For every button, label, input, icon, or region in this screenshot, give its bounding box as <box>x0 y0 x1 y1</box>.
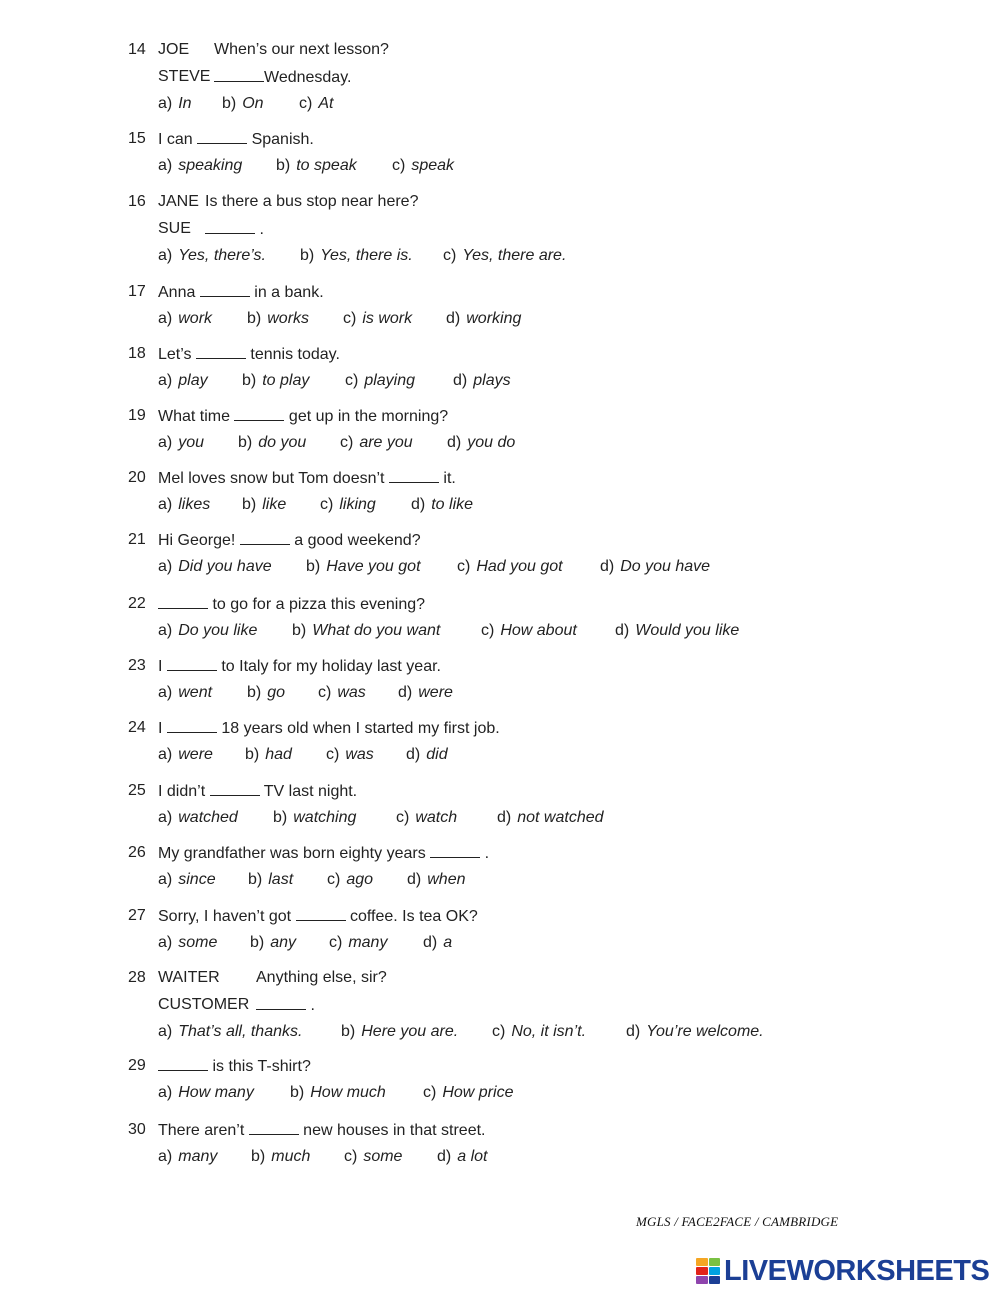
option-d[interactable] <box>406 745 448 765</box>
question-number: 20 <box>128 469 146 486</box>
question-number: 29 <box>128 1057 146 1074</box>
option-c[interactable] <box>318 683 366 703</box>
option-d[interactable] <box>447 433 515 453</box>
option-d[interactable] <box>446 309 521 329</box>
stem-text: I <box>158 658 167 675</box>
option-letter: a) <box>158 809 173 826</box>
option-text: working <box>466 310 522 327</box>
option-text: to play <box>262 372 310 389</box>
option-letter: b) <box>238 434 253 451</box>
question-stem <box>158 344 340 364</box>
option-text: to like <box>431 496 474 513</box>
option-a[interactable] <box>158 1147 217 1167</box>
option-letter: c) <box>392 157 406 174</box>
option-b[interactable] <box>341 1022 458 1042</box>
option-text: How about <box>500 622 577 639</box>
stem-text: I didn’t <box>158 783 210 800</box>
option-b[interactable] <box>292 621 440 641</box>
answer-blank[interactable] <box>389 468 439 483</box>
option-text: not watched <box>517 809 604 826</box>
option-d[interactable] <box>453 371 511 391</box>
option-text: some <box>363 1148 403 1165</box>
option-a[interactable] <box>158 433 204 453</box>
option-b[interactable] <box>242 495 286 515</box>
option-c[interactable] <box>481 621 577 641</box>
option-letter: a) <box>158 95 173 112</box>
option-letter: d) <box>437 1148 452 1165</box>
answer-blank[interactable] <box>214 67 264 82</box>
option-letter: b) <box>273 809 288 826</box>
option-text: How many <box>178 1084 254 1101</box>
option-a[interactable] <box>158 1083 254 1103</box>
option-a[interactable] <box>158 870 216 890</box>
option-text: play <box>178 372 208 389</box>
dialogue-line <box>256 995 315 1015</box>
answer-blank[interactable] <box>210 781 260 796</box>
option-b[interactable] <box>247 309 309 329</box>
question-stem <box>158 906 478 926</box>
dialogue-line <box>214 40 389 60</box>
option-d[interactable] <box>398 683 453 703</box>
option-text: a lot <box>457 1148 488 1165</box>
question-number: 17 <box>128 283 146 300</box>
answer-blank[interactable] <box>430 843 480 858</box>
option-letter: c) <box>443 247 457 264</box>
question-number: 23 <box>128 657 146 674</box>
answer-blank[interactable] <box>158 594 208 609</box>
stem-text: I <box>158 720 167 737</box>
stem-text: There aren’t <box>158 1122 249 1139</box>
option-letter: b) <box>248 871 263 888</box>
option-text: watching <box>293 809 357 826</box>
question-stem <box>158 530 421 550</box>
option-d[interactable] <box>626 1022 764 1042</box>
option-letter: d) <box>626 1023 641 1040</box>
option-d[interactable] <box>411 495 473 515</box>
option-letter: c) <box>320 496 334 513</box>
stem-text: coffee. Is tea OK? <box>345 908 478 925</box>
option-letter: d) <box>615 622 630 639</box>
option-a[interactable] <box>158 246 266 266</box>
source-credit: MGLS / FACE2FACE / CAMBRIDGE <box>636 1214 839 1229</box>
question-number: 30 <box>128 1121 146 1138</box>
option-letter: a) <box>158 157 173 174</box>
option-text: was <box>345 746 374 763</box>
option-letter: a) <box>158 558 173 575</box>
stem-text: Hi George! <box>158 532 240 549</box>
question-number: 25 <box>128 782 146 799</box>
stem-text: is this T-shirt? <box>208 1058 311 1075</box>
question-number: 14 <box>128 41 146 58</box>
stem-text: Sorry, I haven’t got <box>158 908 296 925</box>
option-b[interactable] <box>250 933 296 953</box>
option-text: speaking <box>178 157 243 174</box>
stem-text: tennis today. <box>245 346 340 363</box>
option-letter: c) <box>327 871 341 888</box>
stem-text: TV last night. <box>259 783 358 800</box>
option-a[interactable] <box>158 1022 302 1042</box>
option-letter: c) <box>329 934 343 951</box>
option-text: you <box>178 434 205 451</box>
option-letter: b) <box>247 310 262 327</box>
question-number: 18 <box>128 345 146 362</box>
option-text: did <box>426 746 448 763</box>
option-a[interactable] <box>158 683 212 703</box>
question-stem <box>158 656 441 676</box>
question-number: 21 <box>128 531 146 548</box>
option-b[interactable] <box>251 1147 310 1167</box>
question-number: 26 <box>128 844 146 861</box>
option-text: plays <box>473 372 511 389</box>
option-text: Had you got <box>476 558 563 575</box>
option-letter: d) <box>411 496 426 513</box>
option-text: Would you like <box>635 622 740 639</box>
option-text: ago <box>346 871 374 888</box>
answer-blank[interactable] <box>196 344 246 359</box>
option-letter: d) <box>398 684 413 701</box>
option-letter: a) <box>158 247 173 264</box>
option-letter: a) <box>158 1023 173 1040</box>
option-letter: c) <box>344 1148 358 1165</box>
option-letter: c) <box>396 809 410 826</box>
question-stem <box>158 129 314 149</box>
stem-text: Is there a bus stop near here? <box>205 193 419 210</box>
option-c[interactable] <box>392 156 454 176</box>
option-a[interactable] <box>158 808 238 828</box>
dialogue-line <box>214 67 351 87</box>
stem-text: it. <box>438 470 456 487</box>
option-c[interactable] <box>345 371 415 391</box>
stem-text: Wednesday. <box>264 69 352 86</box>
option-text: much <box>271 1148 311 1165</box>
option-a[interactable] <box>158 309 212 329</box>
option-d[interactable] <box>437 1147 487 1167</box>
option-text: How price <box>442 1084 514 1101</box>
option-text: like <box>262 496 287 513</box>
option-text: You’re welcome. <box>646 1023 764 1040</box>
option-d[interactable] <box>600 557 710 577</box>
option-c[interactable] <box>423 1083 513 1103</box>
option-text: some <box>178 934 218 951</box>
stem-text: . <box>255 221 264 238</box>
option-d[interactable] <box>497 808 604 828</box>
option-text: went <box>178 684 213 701</box>
option-b[interactable] <box>273 808 356 828</box>
option-c[interactable] <box>340 433 413 453</box>
option-text: do you <box>258 434 307 451</box>
question-stem <box>158 594 425 614</box>
stem-text: Anna <box>158 284 200 301</box>
question-stem <box>158 282 324 302</box>
dialogue-line <box>256 968 387 988</box>
dialogue-line <box>205 219 264 239</box>
option-b[interactable] <box>245 745 292 765</box>
option-letter: a) <box>158 1084 173 1101</box>
option-letter: c) <box>326 746 340 763</box>
option-c[interactable] <box>396 808 457 828</box>
question-stem <box>158 781 357 801</box>
option-letter: b) <box>290 1084 305 1101</box>
option-a[interactable] <box>158 745 213 765</box>
question-number: 15 <box>128 130 146 147</box>
option-text: Have you got <box>326 558 421 575</box>
stem-text: new houses in that street. <box>298 1122 486 1139</box>
option-text: Do you have <box>620 558 711 575</box>
stem-text: get up in the morning? <box>284 408 449 425</box>
answer-blank[interactable] <box>296 906 346 921</box>
option-letter: a) <box>158 496 173 513</box>
option-letter: b) <box>276 157 291 174</box>
option-text: many <box>178 1148 218 1165</box>
option-letter: c) <box>343 310 357 327</box>
option-text: since <box>178 871 216 888</box>
answer-blank[interactable] <box>167 656 217 671</box>
question-number: 19 <box>128 407 146 424</box>
option-text: Yes, there is. <box>320 247 413 264</box>
option-letter: a) <box>158 934 173 951</box>
option-letter: a) <box>158 746 173 763</box>
option-c[interactable] <box>329 933 387 953</box>
option-text: speak <box>411 157 455 174</box>
option-text: any <box>270 934 297 951</box>
option-b[interactable] <box>276 156 357 176</box>
option-letter: c) <box>481 622 495 639</box>
option-letter: d) <box>407 871 422 888</box>
question-number: 28 <box>128 969 146 986</box>
option-letter: a) <box>158 622 173 639</box>
option-letter: b) <box>306 558 321 575</box>
option-d[interactable] <box>615 621 739 641</box>
option-a[interactable] <box>158 156 242 176</box>
answer-blank[interactable] <box>249 1120 299 1135</box>
option-text: to speak <box>296 157 357 174</box>
speaker-name: JANE <box>158 193 199 210</box>
option-b[interactable] <box>238 433 306 453</box>
brand-name: LIVEWORKSHEETS <box>724 1254 990 1287</box>
stem-text: a good weekend? <box>289 532 421 549</box>
option-c[interactable] <box>457 557 563 577</box>
liveworksheets-logo-icon <box>696 1258 720 1284</box>
answer-blank[interactable] <box>240 530 290 545</box>
option-letter: b) <box>292 622 307 639</box>
option-letter: c) <box>423 1084 437 1101</box>
option-b[interactable] <box>248 870 293 890</box>
option-text: watched <box>178 809 238 826</box>
option-text: Did you have <box>178 558 272 575</box>
option-text: you do <box>467 434 516 451</box>
option-b[interactable] <box>290 1083 386 1103</box>
option-text: Here you are. <box>361 1023 459 1040</box>
answer-blank[interactable] <box>200 282 250 297</box>
option-c[interactable] <box>299 94 333 114</box>
option-letter: b) <box>300 247 315 264</box>
option-letter: a) <box>158 871 173 888</box>
speaker-name: JOE <box>158 41 190 58</box>
liveworksheets-brand[interactable] <box>696 1254 989 1288</box>
option-text: had <box>265 746 292 763</box>
option-letter: d) <box>406 746 421 763</box>
option-text: was <box>337 684 366 701</box>
option-text: liking <box>339 496 376 513</box>
option-a[interactable] <box>158 621 257 641</box>
answer-blank[interactable] <box>234 406 284 421</box>
stem-text: Anything else, sir? <box>256 969 387 986</box>
option-c[interactable] <box>344 1147 402 1167</box>
option-text: Yes, there’s. <box>178 247 266 264</box>
option-letter: a) <box>158 1148 173 1165</box>
option-d[interactable] <box>407 870 465 890</box>
option-text: No, it isn’t. <box>511 1023 587 1040</box>
stem-text: Spanish. <box>247 131 314 148</box>
option-letter: b) <box>250 934 265 951</box>
option-letter: b) <box>251 1148 266 1165</box>
option-text: Do you like <box>178 622 258 639</box>
option-text: many <box>348 934 388 951</box>
option-c[interactable] <box>443 246 566 266</box>
option-a[interactable] <box>158 933 217 953</box>
stem-text: I can <box>158 131 198 148</box>
option-letter: d) <box>446 310 461 327</box>
option-letter: d) <box>497 809 512 826</box>
option-text: Yes, there are. <box>462 247 567 264</box>
question-number: 24 <box>128 719 146 736</box>
question-stem <box>158 718 500 738</box>
option-text: go <box>267 684 286 701</box>
question-number: 27 <box>128 907 146 924</box>
option-c[interactable] <box>320 495 376 515</box>
option-text: What do you want <box>312 622 441 639</box>
speaker-name: WAITER <box>158 969 220 986</box>
option-c[interactable] <box>327 870 373 890</box>
speaker-name: STEVE <box>158 68 211 85</box>
speaker-name: CUSTOMER <box>158 996 250 1013</box>
option-text: is work <box>362 310 413 327</box>
question-stem <box>158 843 489 863</box>
question-number: 22 <box>128 595 146 612</box>
question-stem <box>158 406 448 426</box>
option-text: In <box>178 95 192 112</box>
option-text: are you <box>359 434 413 451</box>
option-letter: a) <box>158 372 173 389</box>
option-letter: c) <box>457 558 471 575</box>
option-letter: d) <box>453 372 468 389</box>
stem-text: Let’s <box>158 346 196 363</box>
stem-text: . <box>480 845 490 862</box>
answer-blank[interactable] <box>205 219 255 234</box>
option-letter: c) <box>345 372 359 389</box>
option-d[interactable] <box>423 933 452 953</box>
option-letter: c) <box>340 434 354 451</box>
stem-text: When’s our next lesson? <box>214 41 389 58</box>
option-text: works <box>267 310 310 327</box>
question-number: 16 <box>128 193 146 210</box>
option-letter: c) <box>492 1023 506 1040</box>
answer-blank[interactable] <box>256 995 306 1010</box>
speaker-name: SUE <box>158 220 191 237</box>
answer-blank[interactable] <box>158 1056 208 1071</box>
stem-text: . <box>306 997 315 1014</box>
option-text: At <box>318 95 334 112</box>
stem-text: in a bank. <box>249 284 324 301</box>
option-letter: b) <box>242 496 257 513</box>
option-letter: b) <box>242 372 257 389</box>
stem-text: What time <box>158 408 235 425</box>
stem-text: to go for a pizza this evening? <box>208 596 426 613</box>
option-text: How much <box>310 1084 386 1101</box>
question-stem <box>158 1120 486 1140</box>
option-letter: d) <box>423 934 438 951</box>
option-text: work <box>178 310 213 327</box>
option-a[interactable] <box>158 371 208 391</box>
option-text: a <box>443 934 453 951</box>
option-letter: b) <box>222 95 237 112</box>
option-c[interactable] <box>492 1022 586 1042</box>
option-text: On <box>242 95 264 112</box>
option-b[interactable] <box>222 94 264 114</box>
option-letter: a) <box>158 434 173 451</box>
option-text: playing <box>364 372 416 389</box>
option-text: watch <box>415 809 458 826</box>
option-letter: a) <box>158 310 173 327</box>
option-letter: b) <box>247 684 262 701</box>
option-text: were <box>178 746 213 763</box>
option-b[interactable] <box>300 246 413 266</box>
option-c[interactable] <box>326 745 374 765</box>
option-letter: d) <box>447 434 462 451</box>
answer-blank[interactable] <box>197 129 247 144</box>
option-c[interactable] <box>343 309 412 329</box>
stem-text: Mel loves snow but Tom doesn’t <box>158 470 389 487</box>
option-text: That’s all, thanks. <box>178 1023 303 1040</box>
option-text: likes <box>178 496 211 513</box>
stem-text: to Italy for my holiday last year. <box>216 658 441 675</box>
option-text: when <box>427 871 466 888</box>
option-a[interactable] <box>158 495 210 515</box>
option-letter: c) <box>299 95 313 112</box>
option-b[interactable] <box>242 371 309 391</box>
option-text: were <box>418 684 453 701</box>
option-letter: a) <box>158 684 173 701</box>
option-b[interactable] <box>247 683 285 703</box>
stem-text: My grandfather was born eighty years <box>158 845 431 862</box>
option-letter: d) <box>600 558 615 575</box>
dialogue-line <box>205 192 418 212</box>
option-a[interactable] <box>158 94 192 114</box>
question-stem <box>158 1056 311 1076</box>
stem-text: 18 years old when I started my first job. <box>216 720 500 737</box>
question-stem <box>158 468 456 488</box>
option-text: last <box>268 871 294 888</box>
option-letter: c) <box>318 684 332 701</box>
option-letter: b) <box>245 746 260 763</box>
option-letter: b) <box>341 1023 356 1040</box>
answer-blank[interactable] <box>167 718 217 733</box>
option-b[interactable] <box>306 557 421 577</box>
option-a[interactable] <box>158 557 272 577</box>
